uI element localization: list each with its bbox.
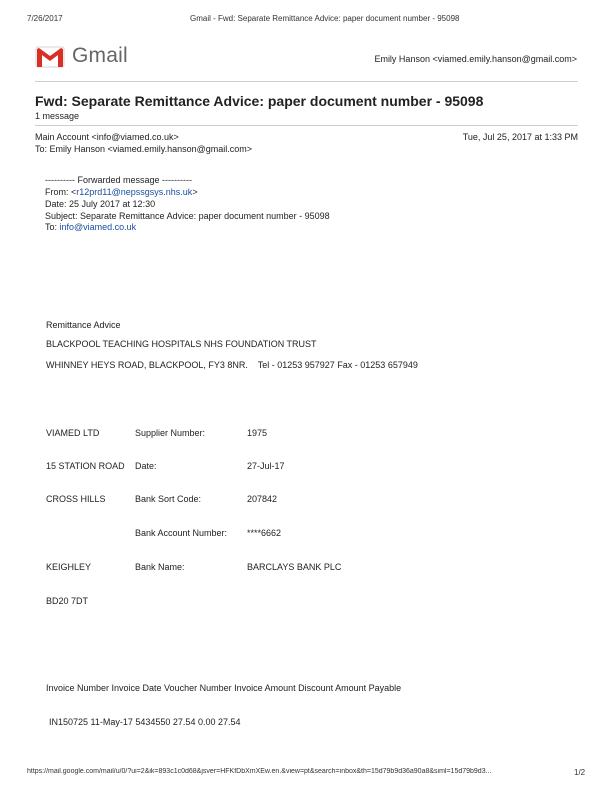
- forwarded-banner: ---------- Forwarded message ----------: [45, 175, 192, 185]
- supplier-col1: VIAMED LTD: [46, 428, 100, 438]
- supplier-value: 207842: [247, 494, 278, 504]
- supplier-label: Bank Name:: [135, 562, 185, 572]
- supplier-label: Bank Sort Code:: [135, 494, 202, 504]
- postcode: BD20 7DT: [46, 596, 89, 606]
- message-from: Main Account <info@viamed.co.uk>: [35, 132, 179, 142]
- supplier-col1: 15 STATION ROAD: [46, 461, 125, 471]
- invoice-table-row: IN150725 11-May-17 5434550 27.54 0.00 27.54: [49, 717, 241, 727]
- print-url: https://mail.google.com/mail/u/0/?ui=2&ik=893c1c0d68&jsver=HFKfDbXmXEw.en.&view=pt&search=inbox&th=15d79b9d36a90a8&siml=15d79b9d3...: [27, 768, 492, 775]
- supplier-label: Supplier Number:: [135, 428, 206, 438]
- forwarded-from: [45, 187, 198, 197]
- forwarded-from-email-link[interactable]: r12prd11@nepssgsys.nhs.uk: [76, 187, 193, 197]
- forwarded-from-close: >: [192, 187, 198, 197]
- message-timestamp: Tue, Jul 25, 2017 at 1:33 PM: [462, 132, 578, 142]
- remittance-org: BLACKPOOL TEACHING HOSPITALS NHS FOUNDATION TRUST: [46, 339, 317, 349]
- supplier-value: 27-Jul-17: [247, 461, 285, 471]
- supplier-col1: KEIGHLEY: [46, 562, 92, 572]
- remittance-heading: Remittance Advice: [46, 320, 121, 330]
- print-date: 7/26/2017: [27, 14, 63, 23]
- forwarded-date: Date: 25 July 2017 at 12:30: [45, 199, 156, 209]
- invoice-table-header: Invoice Number Invoice Date Voucher Number Invoice Amount Discount Amount Payable: [46, 683, 402, 693]
- message-to: To: Emily Hanson <viamed.emily.hanson@gmail.com>: [35, 144, 253, 154]
- forwarded-to-label: To:: [45, 222, 60, 232]
- supplier-value: 1975: [247, 428, 268, 438]
- forwarded-subject: Subject: Separate Remittance Advice: paper document number - 95098: [45, 211, 330, 221]
- supplier-label: Bank Account Number:: [135, 528, 228, 538]
- divider: [35, 125, 578, 126]
- print-title: Gmail - Fwd: Separate Remittance Advice: paper document number - 95098: [190, 14, 460, 23]
- message-count: 1 message: [35, 111, 80, 121]
- thread-subject: Fwd: Separate Remittance Advice: paper document number - 95098: [35, 93, 484, 109]
- divider: [35, 81, 578, 82]
- gmail-m-envelope-icon: [35, 46, 65, 68]
- supplier-label: Date:: [135, 461, 157, 471]
- forwarded-from-label: From: <: [45, 187, 77, 197]
- remittance-address: WHINNEY HEYS ROAD, BLACKPOOL, FY3 8NR. Tel - 01253 957927 Fax - 01253 657949: [46, 360, 418, 370]
- forwarded-to-email-link[interactable]: info@viamed.co.uk: [59, 222, 137, 232]
- gmail-wordmark: Gmail: [72, 44, 128, 67]
- supplier-value: BARCLAYS BANK PLC: [247, 562, 342, 572]
- supplier-value: ****6662: [247, 528, 282, 538]
- print-page-number: 1/2: [574, 768, 586, 777]
- account-user: Emily Hanson <viamed.emily.hanson@gmail.com>: [374, 54, 577, 64]
- supplier-col1: CROSS HILLS: [46, 494, 106, 504]
- forwarded-to: [45, 222, 136, 232]
